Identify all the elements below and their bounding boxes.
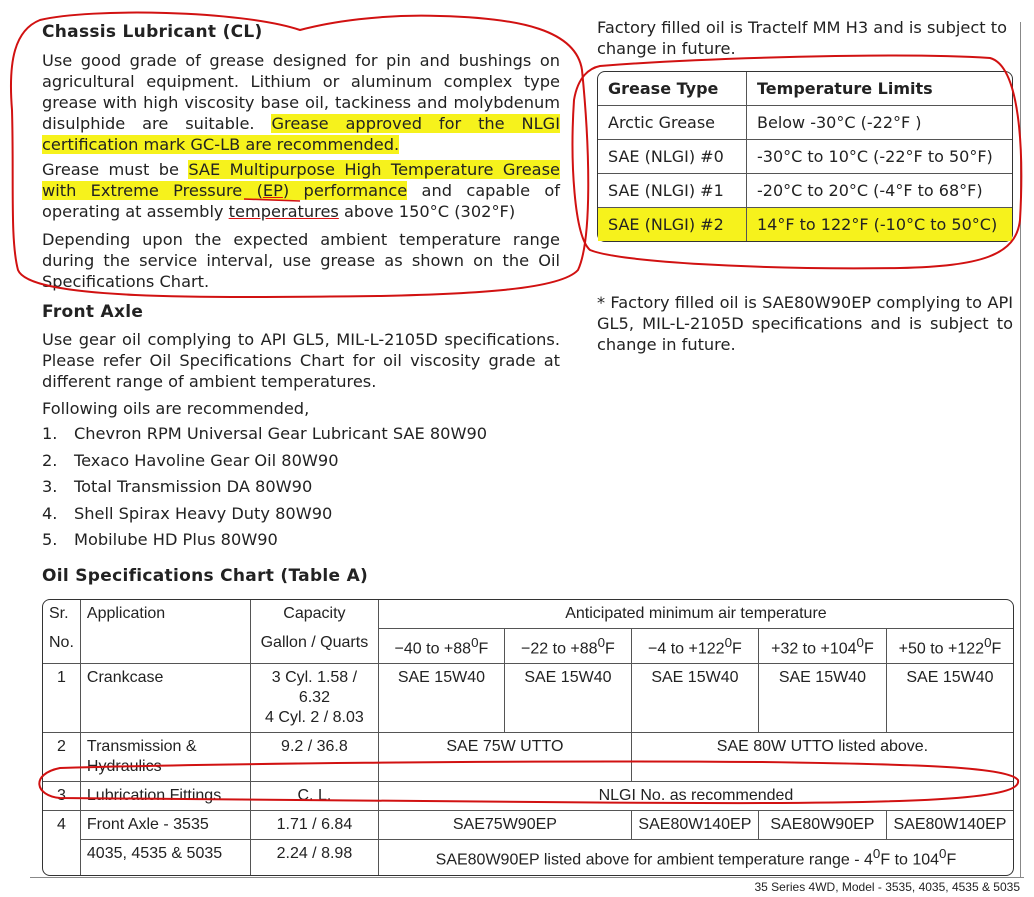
row-number: 3 bbox=[43, 782, 81, 811]
recommended-intro: Following oils are recommended, bbox=[42, 399, 310, 418]
oil-grade-cell: SAE 15W40 bbox=[505, 664, 632, 733]
header-sr: Sr. bbox=[43, 600, 81, 629]
row-number: 1 bbox=[43, 664, 81, 733]
oil-grade-cell: SAE 80W UTTO listed above. bbox=[632, 733, 1013, 782]
list-item: 2. Texaco Havoline Gear Oil 80W90 bbox=[42, 450, 339, 470]
front-axle-paragraph: Use gear oil complying to API GL5, MIL-L-2105D specifications. Please refer Oil Specifications Chart for oil viscosity grade at different range of ambient temperatures. bbox=[42, 330, 560, 391]
table-row bbox=[43, 782, 1013, 811]
temp-range-header: +50 to $+122^0F$ bbox=[887, 629, 1013, 664]
header-grease-type: Grease Type bbox=[598, 72, 747, 106]
table-row bbox=[598, 106, 1012, 140]
footer-rule bbox=[30, 877, 1024, 878]
application-cell: 4035, 4535 & 5035 bbox=[81, 840, 251, 874]
row-number-cont bbox=[43, 840, 81, 874]
header-temperature-limits: Temperature Limits bbox=[747, 72, 1012, 106]
list-item: 4. Shell Spirax Heavy Duty 80W90 bbox=[42, 503, 333, 523]
list-item: 5. Mobilube HD Plus 80W90 bbox=[42, 530, 278, 549]
front-axle-note: SAE80W90EP listed above for ambient temperature range - $4^0F$ to $104^0F$ bbox=[435, 846, 957, 869]
header-application: Application bbox=[81, 600, 251, 629]
oil-chart-title: Oil Specifications Chart (Table A) bbox=[42, 566, 369, 586]
capacity-cell: 3 Cyl. 1.58 / 6.32 4 Cyl. 2 / 8.03 bbox=[251, 664, 379, 733]
front-axle-heading: Front Axle bbox=[42, 302, 144, 322]
factory-note: Factory filled oil is Tractelf MM H3 and is subject to change in future. bbox=[597, 18, 1008, 58]
table-row bbox=[598, 174, 1012, 208]
right-margin-rule bbox=[1020, 22, 1021, 877]
oil-grade-cell: SAE75W90EP bbox=[379, 811, 632, 840]
oil-grade-cell: SAE 15W40 bbox=[887, 664, 1013, 733]
chassis-paragraph-1: Use good grade of grease designed for pin and bushings on agricultural equipment. Lithium or aluminum complex type grease with high viscosity base oil, tackiness and molybdenum disulphide are suitable. Grease approved for the NLGI certification mark GC-LB are recommended. bbox=[42, 51, 560, 154]
header-capacity: Capacity bbox=[251, 600, 379, 629]
table-header-row bbox=[43, 600, 1013, 629]
capacity-cell: C. L. bbox=[251, 782, 379, 811]
oil-grade-cell: SAE 15W40 bbox=[759, 664, 887, 733]
table-row bbox=[43, 733, 1013, 782]
table-header-row bbox=[598, 72, 1012, 106]
table-header-row bbox=[43, 629, 1013, 664]
application-cell: Front Axle - 3535 bbox=[81, 811, 251, 840]
oil-grade-cell: SAE80W140EP bbox=[887, 811, 1013, 840]
temp-range-header: +32 to $+104^0F$ bbox=[759, 629, 887, 664]
header-anticipated-temperature: Anticipated minimum air temperature bbox=[379, 600, 1013, 629]
header-application-cont bbox=[81, 629, 251, 664]
table-row bbox=[43, 664, 1013, 733]
grease-type-cell: Arctic Grease bbox=[598, 106, 747, 140]
header-no: No. bbox=[43, 629, 81, 664]
application-cell: Lubrication Fittings bbox=[81, 782, 251, 811]
temp-range-header: −40 to $+88^0F$ bbox=[379, 629, 505, 664]
factory-footnote: * Factory filled oil is SAE80W90EP complying to API GL5, MIL-L-2105D specifications and is subject to change in future. bbox=[597, 293, 1013, 354]
temperature-cell: Below -30°C (-22°F ) bbox=[747, 106, 1012, 140]
capacity-cell: 2.24 / 8.98 bbox=[251, 840, 379, 874]
temperature-cell: -30°C to 10°C (-22°F to 50°F) bbox=[747, 140, 1012, 174]
oil-grade-cell: NLGI No. as recommended bbox=[379, 782, 1013, 811]
highlight-nlgi: Grease approved for the NLGI certification mark GC-LB are recommended. bbox=[42, 114, 560, 154]
chassis-paragraph-2: Grease must be SAE Multipurpose High Temperature Grease with Extreme Pressure (EP) performance and capable of operating at assembly temperatures above 150°C (302°F) bbox=[42, 160, 560, 221]
temperature-cell: -20°C to 20°C (-4°F to 68°F) bbox=[747, 174, 1012, 208]
row-number: 2 bbox=[43, 733, 81, 782]
oil-specifications-table bbox=[42, 599, 1014, 876]
application-cell: Crankcase bbox=[81, 664, 251, 733]
grease-type-cell: SAE (NLGI) #0 bbox=[598, 140, 747, 174]
oil-grade-cell: SAE80W140EP bbox=[632, 811, 759, 840]
table-row bbox=[43, 811, 1013, 840]
list-item: 1. Chevron RPM Universal Gear Lubricant SAE 80W90 bbox=[42, 424, 488, 443]
page-footer: 35 Series 4WD, Model - 3535, 4035, 4535 & 5035 bbox=[754, 880, 1020, 894]
list-item: 3. Total Transmission DA 80W90 bbox=[42, 477, 313, 496]
table-row bbox=[598, 140, 1012, 174]
application-cell: Transmission & Hydraulics bbox=[81, 733, 251, 782]
oil-grade-cell: SAE 15W40 bbox=[379, 664, 505, 733]
header-units: Gallon / Quarts bbox=[251, 629, 379, 664]
oil-grade-cell: SAE 75W UTTO bbox=[379, 733, 632, 782]
capacity-cell: 9.2 / 36.8 bbox=[251, 733, 379, 782]
table-row-highlighted bbox=[598, 208, 1012, 241]
temp-range-header: −22 to $+88^0F$ bbox=[505, 629, 632, 664]
highlight-sae: SAE Multipurpose High Temperature Grease with Extreme Pressure (EP) performance bbox=[42, 160, 560, 200]
chassis-paragraph-3: Depending upon the expected ambient temperature range during the service interval, use grease as shown on the Oil Specifications Chart. bbox=[42, 230, 560, 291]
capacity-cell: 1.71 / 6.84 bbox=[251, 811, 379, 840]
chassis-heading: Chassis Lubricant (CL) bbox=[42, 22, 263, 42]
oil-grade-cell: SAE 15W40 bbox=[632, 664, 759, 733]
grease-type-cell: SAE (NLGI) #2 bbox=[598, 208, 747, 241]
recommended-oil-list bbox=[42, 424, 487, 557]
table-row bbox=[43, 840, 1013, 874]
row-number: 4 bbox=[43, 811, 81, 840]
grease-table bbox=[597, 71, 1013, 242]
oil-grade-cell: SAE80W90EP bbox=[759, 811, 887, 840]
temperature-cell: 14°F to 122°F (-10°C to 50°C) bbox=[747, 208, 1012, 241]
grease-type-cell: SAE (NLGI) #1 bbox=[598, 174, 747, 208]
temp-range-header: −4 to $+122^0F$ bbox=[632, 629, 759, 664]
